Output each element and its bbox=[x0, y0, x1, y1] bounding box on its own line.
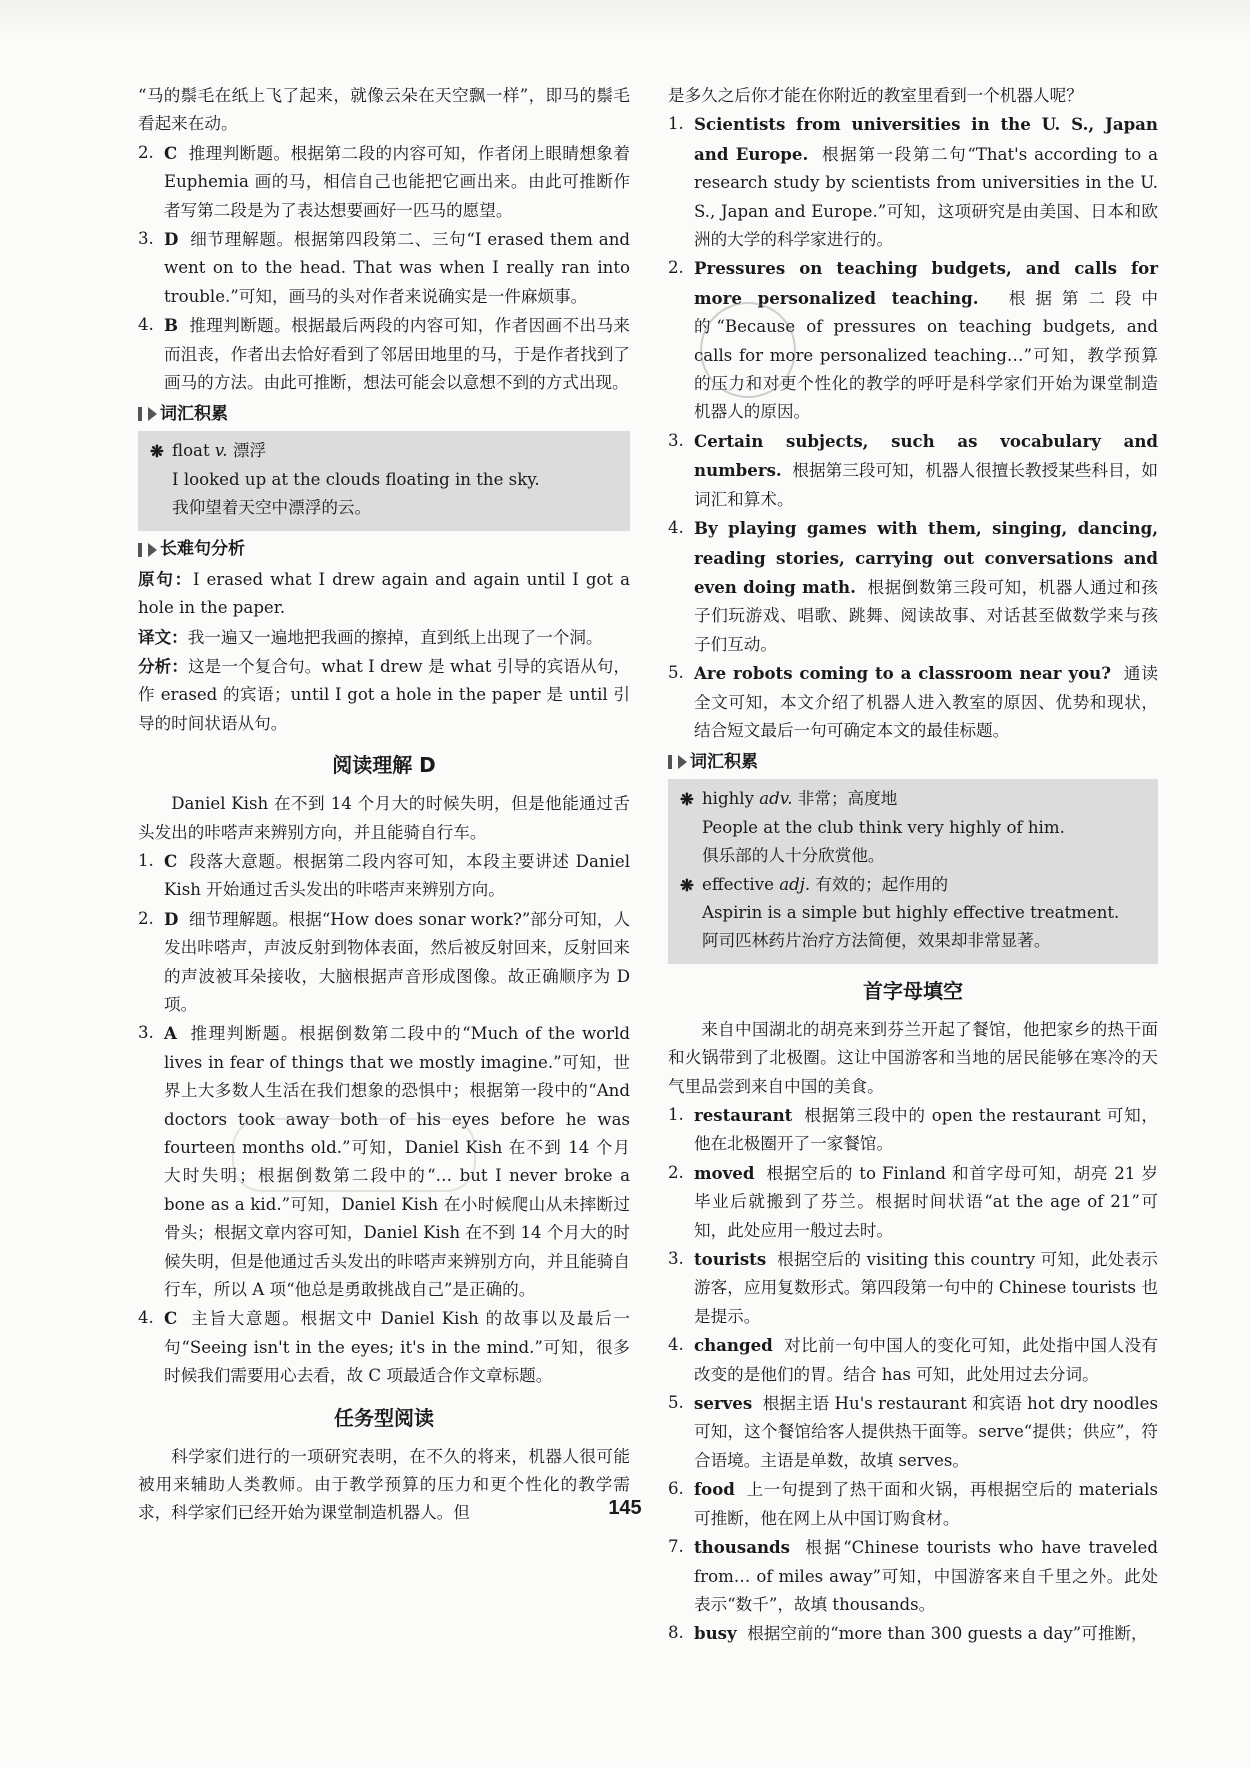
answer-item: 5. serves 根据主语 Hu's restaurant 和宾语 hot dry noodles 可知，这个餐馆给客人提供热干面等。serve“提供；供应”，符合语境。主语是单数，故填 serves。 bbox=[668, 1393, 1158, 1470]
vocab-example-zh: 俱乐部的人十分欣赏他。 bbox=[702, 846, 885, 866]
sentence-section-heading: 长难句分析 bbox=[138, 535, 630, 565]
section-title-task-reading: 任务型阅读 bbox=[334, 1405, 434, 1430]
answer-item: 7. thousands 根据“Chinese tourists who have traveled from… of miles away”可知，中国游客来自千里之外。此处表示“数千”，故填 thousands。 bbox=[668, 1537, 1158, 1614]
answer-list-task bbox=[668, 110, 1158, 745]
vocab-entry: ❋ highly adv. 非常；高度地 bbox=[680, 785, 1146, 813]
watermark-logo bbox=[232, 1118, 476, 1192]
section-intro-d: Daniel Kish 在不到 14 个月大的时候失明，但是他能通过舌头发出的咔嗒声来辨别方向，并且能骑自行车。 bbox=[138, 794, 630, 842]
answer-item: 4. C 主旨大意题。根据文中 Daniel Kish 的故事以及最后一句“Seeing isn't in the eyes; it's in the mind.”可知，很多时候我们需要用心去看，故 C 项最适合作文章标题。 bbox=[138, 1308, 630, 1386]
analysis: 分析：这是一个复合句。what I drew 是 what 引导的宾语从句，作 erased 的宾语；until I got a hole in the paper 是 until 引导的时间状语从句。 bbox=[138, 655, 630, 733]
section-arrow-icon bbox=[148, 407, 157, 421]
vocab-entry: ❋ float v. 漂浮 bbox=[150, 437, 618, 465]
answer-item: 4. B 推理判断题。根据最后两段的内容可知，作者因画不出马来而沮丧，作者出去恰好看到了邻居田地里的马，于是作者找到了画马的方法。由此可推断，想法可能会以意想不到的方式出现。 bbox=[138, 315, 630, 393]
continued-paragraph: 是多久之后你才能在你附近的教室里看到一个机器人呢？ bbox=[668, 86, 1083, 105]
answer-item: 1. C 段落大意题。根据第二段内容可知，本段主要讲述 Daniel Kish 开始通过舌头发出的咔嗒声来辨别方向。 bbox=[138, 850, 630, 900]
vocab-entry: ❋ effective adj. 有效的；起作用的 bbox=[680, 871, 1146, 899]
section-intro-task: 科学家们进行的一项研究表明，在不久的将来，机器人很可能被用来辅助人类教师。由于教学预算的压力和更个性化的教学需求，科学家们已经开始为课堂制造机器人。但 bbox=[138, 1446, 630, 1523]
original-sentence: 原句：I erased what I drew again and again until I got a hole in the paper. bbox=[138, 568, 630, 618]
answer-item: 4. By playing games with them, singing, dancing, reading stories, carrying out conversations and even doing math. 根据倒数第三段可知，机器人通过和孩子们玩游戏、唱歌、跳舞、阅读故事、对话甚至做数学来与孩子们互动。 bbox=[668, 518, 1158, 654]
answer-item: 3. Certain subjects, such as vocabulary and numbers. 根据第三段可知，机器人很擅长教授某些科目，如词汇和算术。 bbox=[668, 430, 1158, 509]
page-header-band bbox=[0, 0, 1250, 40]
continued-paragraph: “马的鬃毛在纸上飞了起来，就像云朵在天空飘一样”，即马的鬃毛看起来在动。 bbox=[138, 86, 630, 134]
answer-item: 3. tourists 根据空后的 visiting this country 可知，此处表示游客，应用复数形式。第四段第一句中的 Chinese tourists 也是提示。 bbox=[668, 1249, 1158, 1326]
vocab-example-zh: 我仰望着天空中漂浮的云。 bbox=[172, 498, 372, 518]
page-number: 145 bbox=[608, 1497, 642, 1519]
answer-item: 8. busy 根据空前的“more than 300 guests a day”可推断， bbox=[668, 1623, 1148, 1644]
watermark-stamp bbox=[700, 302, 796, 398]
section-title-reading-d: 阅读理解 D bbox=[332, 753, 436, 778]
vocab-box bbox=[668, 779, 1158, 963]
answer-item: 5. Are robots coming to a classroom near you? 通读全文可知，本文介绍了机器人进入教室的原因、优势和现状，结合短文最后一句可确定本文的最佳标题。 bbox=[668, 663, 1158, 740]
section-intro-cloze: 来自中国湖北的胡亮来到芬兰开起了餐馆，他把家乡的热干面和火锅带到了北极圈。这让中国游客和当地的居民能够在寒冷的天气里品尝到来自中国的美食。 bbox=[668, 1019, 1158, 1096]
section-bar-icon bbox=[138, 543, 142, 557]
answer-item: 2. moved 根据空后的 to Finland 和首字母可知，胡亮 21 岁毕业后就搬到了芬兰。根据时间状语“at the age of 21”可知，此处应用一般过去时。 bbox=[668, 1162, 1158, 1240]
answer-item: 6. food 上一句提到了热干面和火锅，再根据空后的 materials 可推断，他在网上从中国订购食材。 bbox=[668, 1479, 1158, 1528]
vocab-example-en: People at the club think very highly of him. bbox=[702, 817, 1065, 837]
translation: 译文：我一遍又一遍地把我画的擦掉，直到纸上出现了一个洞。 bbox=[138, 626, 603, 647]
section-bar-icon bbox=[668, 755, 672, 769]
section-arrow-icon bbox=[678, 755, 687, 769]
vocab-example-en: Aspirin is a simple but highly effective treatment. bbox=[702, 902, 1120, 922]
answer-item: 2. D 细节理解题。根据“How does sonar work?”部分可知，人发出咔嗒声，声波反射到物体表面，然后被反射回来，反射回来的声波被耳朵接收，大脑根据声音形成图像。故正确顺序为 D 项。 bbox=[138, 908, 630, 1014]
vocab-section-heading: 词汇积累 bbox=[668, 747, 1158, 777]
answer-item: 4. changed 对比前一句中国人的变化可知，此处指中国人没有改变的是他们的胃。结合 has 可知，此处用过去分词。 bbox=[668, 1335, 1158, 1384]
vocab-example-zh: 阿司匹林药片治疗方法简便，效果却非常显著。 bbox=[702, 931, 1051, 951]
answer-item: 2. C 推理判断题。根据第二段的内容可知，作者闭上眼睛想象着 Euphemia 画的马，相信自己也能把它画出来。由此可推断作者写第二段是为了表达想要画好一匹马的愿望。 bbox=[138, 142, 630, 220]
answer-item: 1. Scientists from universities in the U. S., Japan and Europe. 根据第一段第二句“That's according to a research study by scientists from universities in the U. S., Japan and Europe.”可知，这项研究是由美国、日本和欧洲的大学的科学家进行的。 bbox=[668, 114, 1158, 250]
section-bar-icon bbox=[138, 407, 142, 421]
answer-item: 3. D 细节理解题。根据第四段第二、三句“I erased them and went on to the head. That was when I really ran into trouble.”可知，画马的头对作者来说确实是一件麻烦事。 bbox=[138, 229, 630, 306]
vocab-example-en: I looked up at the clouds floating in the sky. bbox=[172, 469, 540, 489]
answer-item: 2. Pressures on teaching budgets, and calls for more personalized teaching. 根据第二段中的“Because of pressures on teaching budgets, and calls for more personalized teaching…”可知，教学预算的压力和对更个性化的教学的呼吁是科学家们开始为课堂制造机器人的原因。 bbox=[668, 258, 1158, 422]
answer-item: 3. A 推理判断题。根据倒数第二段中的“Much of the world lives in fear of things that we mostly imagine.”可知，世界上大多数人生活在我们想象的恐惧中；根据第一段中的“And doctors took away both of his eyes before he was fourteen months old.”可知，Daniel Kish 在不到 14 个月大时失明；根据倒数第二段中的“… but I never broke a bone as a kid.”可知，Daniel Kish 在小时候爬山从未摔断过骨头；根据文章内容可知，Daniel Kish 在不到 14 个月大的时候失明，但是他通过舌头发出的咔嗒声来辨别方向，并且能骑自行车，所以 A 项“他总是勇敢挑战自己”是正确的。 bbox=[138, 1023, 630, 1300]
answer-list-cloze bbox=[668, 1101, 1158, 1649]
left-column bbox=[138, 82, 630, 1528]
section-title-cloze: 首字母填空 bbox=[863, 978, 963, 1003]
asterisk-icon: ❋ bbox=[680, 789, 694, 810]
asterisk-icon: ❋ bbox=[680, 874, 694, 895]
answer-item: 1. restaurant 根据第三段中的 open the restaurant 可知，他在北极圈开了一家餐馆。 bbox=[668, 1105, 1158, 1154]
asterisk-icon: ❋ bbox=[150, 441, 164, 462]
section-arrow-icon bbox=[148, 543, 157, 557]
answer-list-c bbox=[138, 139, 630, 398]
vocab-section-heading: 词汇积累 bbox=[138, 399, 630, 429]
vocab-box bbox=[138, 431, 630, 530]
